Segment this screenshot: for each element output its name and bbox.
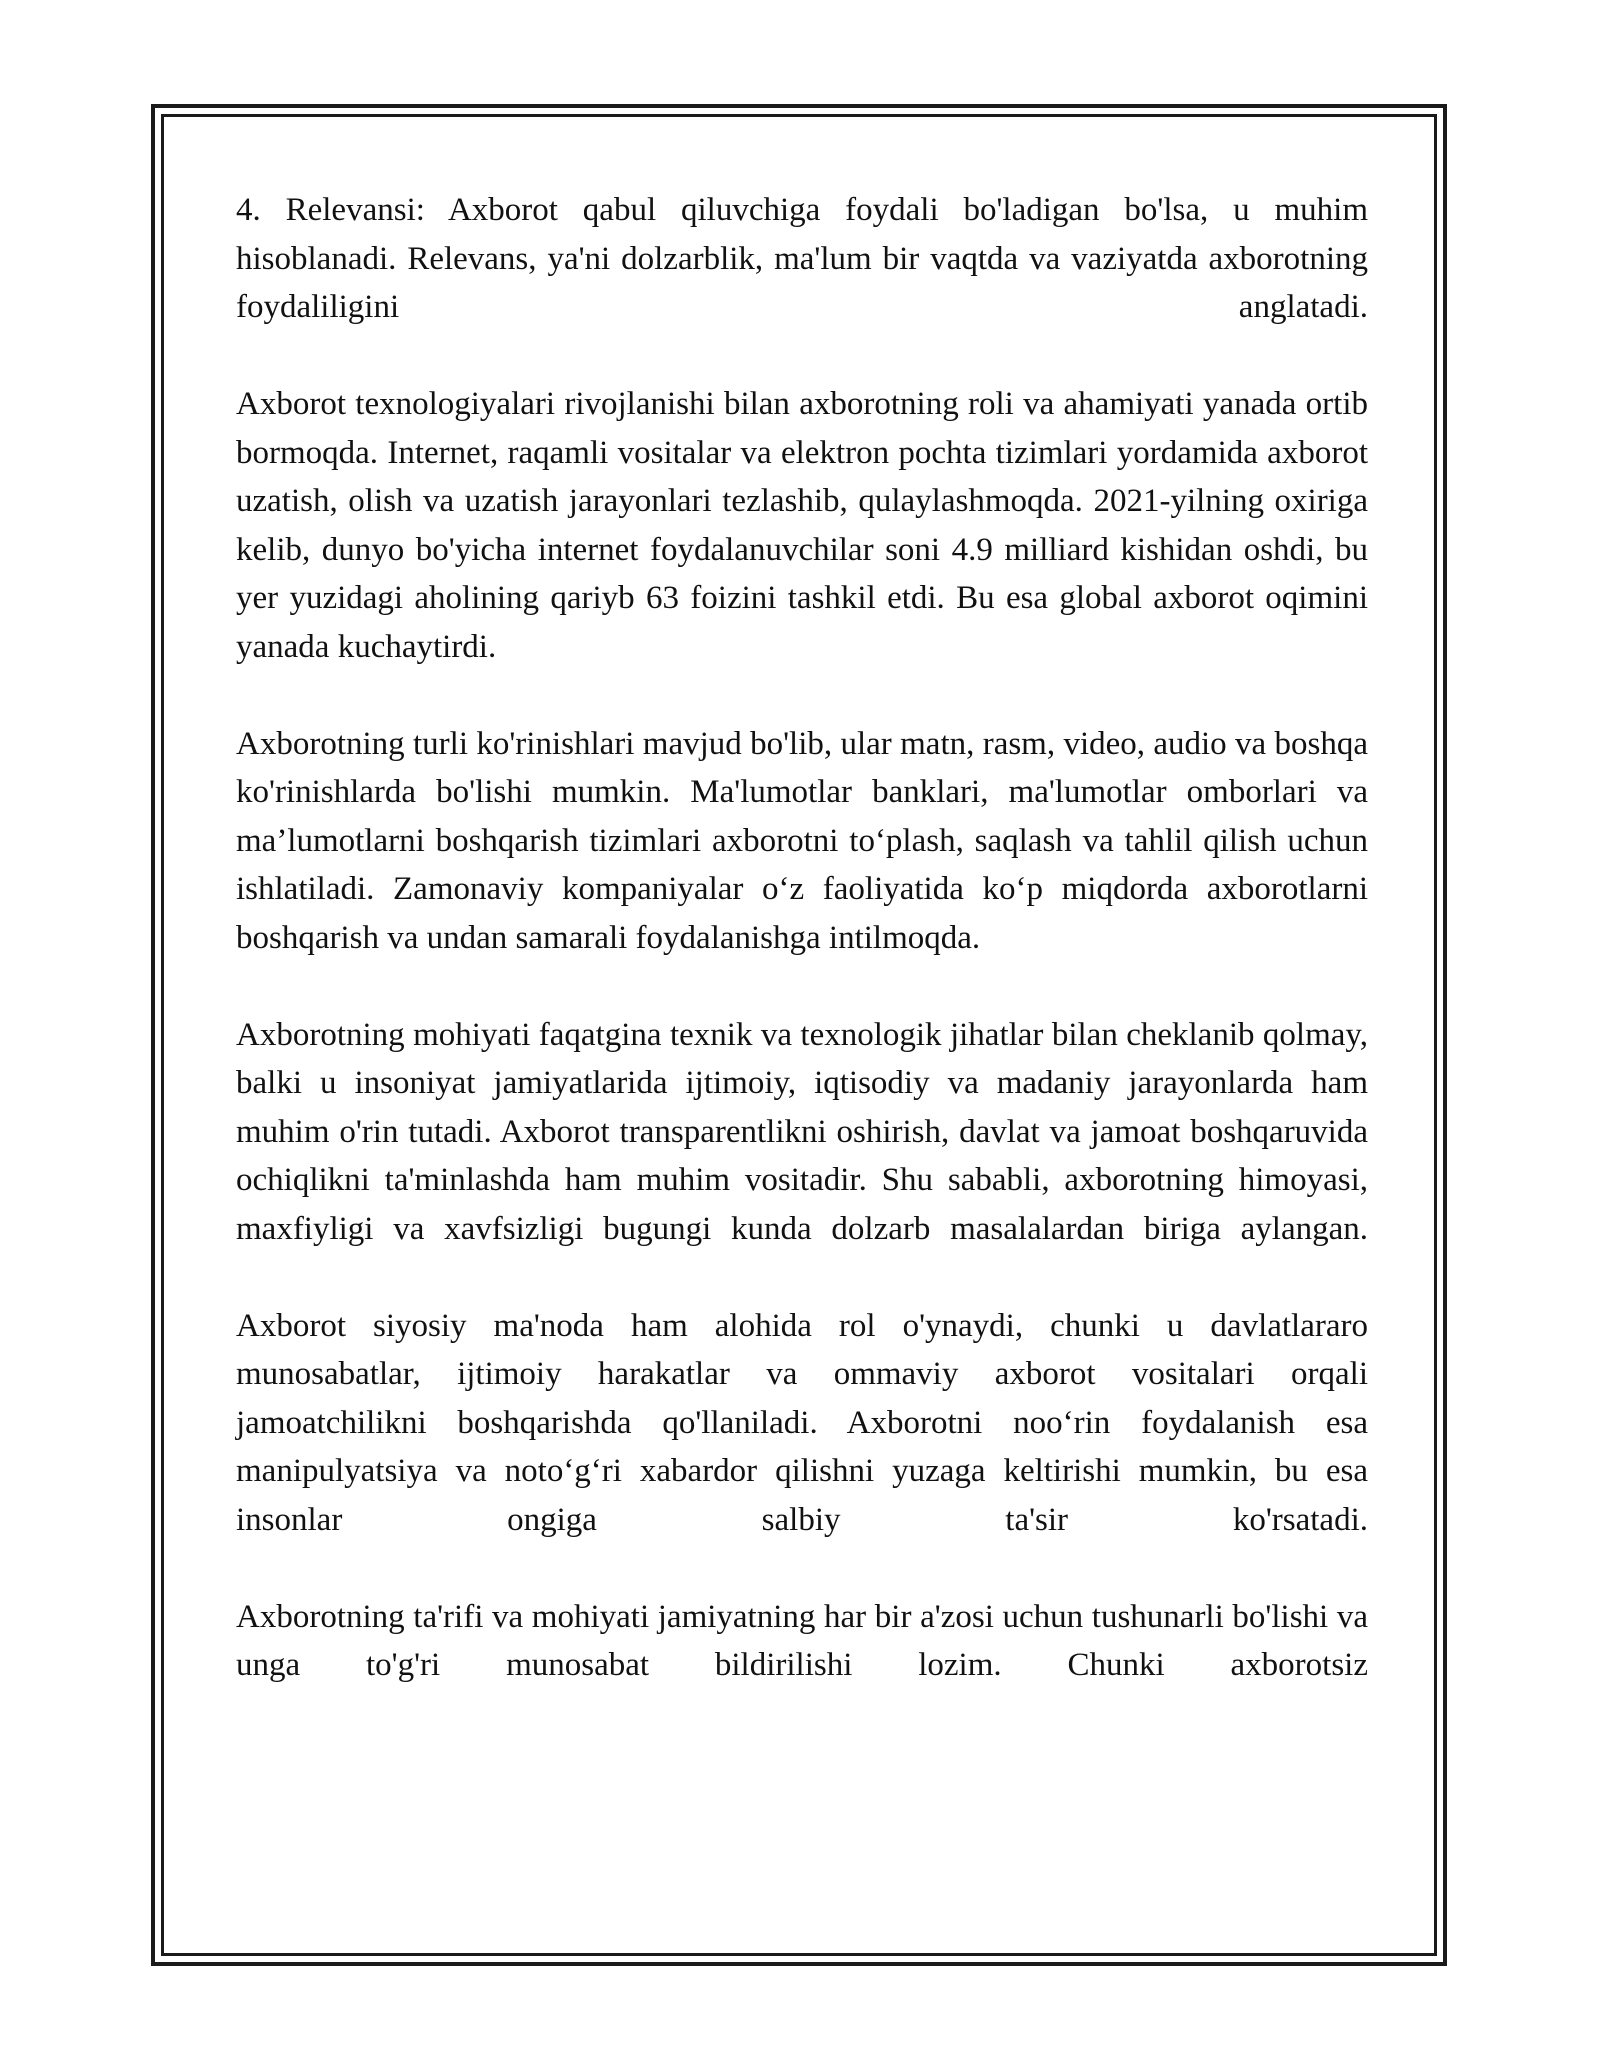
paragraph-information-technologies: Axborot texnologiyalari rivojlanishi bilan axborotning roli va ahamiyati yanada ortib bormoqda. Internet, raqamli vositalar va elektron pochta tizimlari yordamida axborot uzatish, olish va uzatish jarayonlari tezlashib, qulaylashmoqda. 2021-yilning oxiriga kelib, dunyo bo'yicha internet foydalanuvchilar soni 4.9 milliard kishidan oshdi, bu yer yuzidagi aholining qariyb 63 foizini tashkil etdi. Bu esa global axborot oqimini yanada kuchaytirdi.	[236, 386, 1368, 665]
paragraph-information-essence: Axborotning mohiyati faqatgina texnik va texnologik jihatlar bilan cheklanib qolmay, balki u insoniyat jamiyatlarida ijtimoiy, iqtisodiy va madaniy jarayonlarda ham muhim o'rin tutadi. Axborot transparentlikni oshirish, davlat va jamoat boshqaruvida ochiqlikni ta'minlashda ham muhim vositadir. Shu sababli, axborotning himoyasi, maxfiyligi va xavfsizligi bugungi kunda dolzarb masalalardan biriga aylangan.	[236, 1016, 1368, 1247]
paragraph-relevance: 4. Relevansi: Axborot qabul qiluvchiga foydali bo'ladigan bo'lsa, u muhim hisoblanadi. Relevans, ya'ni dolzarblik, ma'lum bir vaqtda va vaziyatda axborotning foydaliligini anglatadi.	[236, 192, 1368, 325]
paragraph-definition: Axborotning ta'rifi va mohiyati jamiyatning har bir a'zosi uchun tushunarli bo'lishi va unga to'g'ri munosabat bildirilishi lozim. Chunki axborotsiz	[236, 1598, 1368, 1683]
paragraph-information-forms: Axborotning turli ko'rinishlari mavjud bo'lib, ular matn, rasm, video, audio va boshqa ko'rinishlarda bo'lishi mumkin. Ma'lumotlar banklari, ma'lumotlar omborlari va ma’lumotlarni boshqarish tizimlari axborotni to‘plash, saqlash va tahlil qilish uchun ishlatiladi. Zamonaviy kompaniyalar o‘z faoliyatida ko‘p miqdorda axborotlarni boshqarish va undan samarali foydalanishga intilmoqda.	[236, 725, 1368, 956]
page-content	[236, 186, 1368, 1690]
paragraph-political-role: Axborot siyosiy ma'noda ham alohida rol o'ynaydi, chunki u davlatlararo munosabatlar, ijtimoiy harakatlar va ommaviy axborot vositalari orqali jamoatchilikni boshqarishda qo'llaniladi. Axborotni noo‘rin foydalanish esa manipulyatsiya va noto‘g‘ri xabardor qilishni yuzaga keltirishi mumkin, bu esa insonlar ongiga salbiy ta'sir ko'rsatadi.	[236, 1307, 1368, 1538]
